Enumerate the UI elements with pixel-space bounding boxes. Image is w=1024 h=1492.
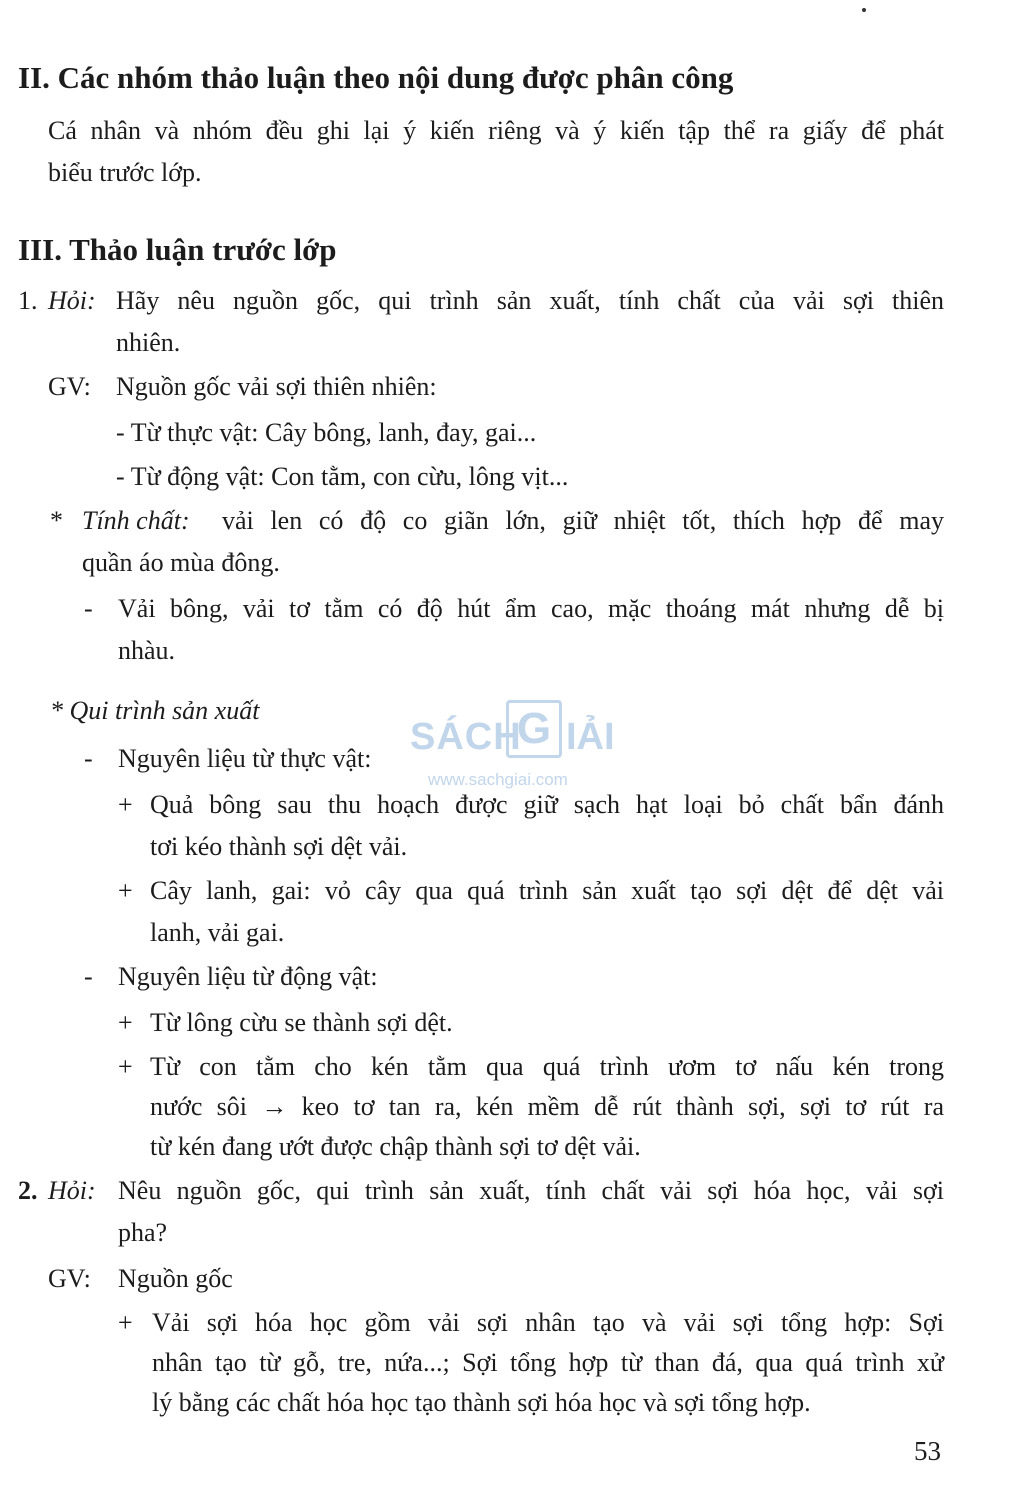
q1-cotton-line1: Vải bông, vải tơ tằm có độ hút ẩm cao, mặc thoáng mát nhưng dễ bị [118, 594, 944, 623]
q1-animal-item1: Từ lông cừu se thành sợi dệt. [150, 1008, 453, 1037]
q1-property-star: * [50, 506, 63, 535]
q1-line2: nhiên. [116, 328, 181, 357]
watermark-logo [410, 696, 616, 788]
q1-property-line1: vải len có độ co giãn lớn, giữ nhiệt tốt, thích hợp để may [222, 506, 944, 535]
q2-gv-text: Nguồn gốc [118, 1264, 233, 1293]
section-2-body-line2: biểu trước lớp. [48, 158, 202, 187]
q1-plant-item1-mark: + [118, 790, 133, 819]
q1-gv-text: Nguồn gốc vải sợi thiên nhiên: [116, 372, 437, 401]
section-2-body-line1: Cá nhân và nhóm đều ghi lại ý kiến riêng và ý kiến tập thể ra giấy để phát [48, 116, 944, 145]
scan-speck [862, 8, 866, 12]
watermark-g-box: G [506, 700, 562, 758]
q1-plant-item2-line2: lanh, vải gai. [150, 918, 285, 947]
q1-animal-item2-line3: từ kén đang ướt được chập thành sợi tơ dệt vải. [150, 1132, 641, 1161]
q1-plant-item2-line1: Cây lanh, gai: vỏ cây qua quá trình sản xuất tạo sợi dệt để dệt vải [150, 876, 944, 905]
q1-gv-label: GV: [48, 372, 91, 401]
section-3-title: III. Thảo luận trước lớp [18, 232, 337, 267]
page-number: 53 [914, 1436, 941, 1466]
q1-label: Hỏi: [48, 286, 96, 315]
q1-animal-item2-mark: + [118, 1052, 133, 1081]
q1-animal-item2-line1: Từ con tằm cho kén tằm qua quá trình ươm tơ nấu kén trong [150, 1052, 944, 1081]
q1-plant-item1-line1: Quả bông sau thu hoạch được giữ sạch hạt loại bỏ chất bẩn đánh [150, 790, 944, 819]
q2-item-line1: Vải sợi hóa học gồm vải sợi nhân tạo và vải sợi tổng hợp: Sợi [152, 1308, 944, 1337]
q1-origin-plant: - Từ thực vật: Cây bông, lanh, đay, gai... [116, 418, 537, 447]
q2-item-mark: + [118, 1308, 133, 1337]
q1-property-label: Tính chất: [82, 506, 190, 535]
q2-line2: pha? [118, 1218, 168, 1247]
q1-plant-item2-mark: + [118, 876, 133, 905]
q1-plant-item1-line2: tơi kéo thành sợi dệt vải. [150, 832, 408, 861]
q2-line1: Nêu nguồn gốc, qui trình sản xuất, tính chất vải sợi hóa học, vải sợi [118, 1176, 944, 1205]
q1-animal-item2-line2: nước sôi → keo tơ tan ra, kén mềm dễ rút thành sợi, sợi tơ rút ra [150, 1092, 944, 1121]
q1-cotton-dash: - [84, 594, 93, 623]
q1-animal-dash: - [84, 962, 93, 991]
q1-number: 1. [18, 286, 38, 315]
q2-item-line3: lý bằng các chất hóa học tạo thành sợi hóa học và sợi tổng hợp. [152, 1388, 811, 1417]
q1-plant-dash: - [84, 744, 93, 773]
q2-number: 2. [18, 1176, 38, 1205]
q1-animal-heading: Nguyên liệu từ động vật: [118, 962, 378, 991]
q1-origin-animal: - Từ động vật: Con tằm, con cừu, lông vịt... [116, 462, 569, 491]
q1-line1: Hãy nêu nguồn gốc, qui trình sản xuất, tính chất của vải sợi thiên [116, 286, 944, 315]
q1-animal-item1-mark: + [118, 1008, 133, 1037]
q1-property-line2: quần áo mùa đông. [82, 548, 280, 577]
q2-label: Hỏi: [48, 1176, 96, 1205]
q1-cotton-line2: nhàu. [118, 636, 176, 665]
q1-plant-heading: Nguyên liệu từ thực vật: [118, 744, 372, 773]
watermark-url: www.sachgiai.com [428, 770, 568, 789]
q1-process-label: * Qui trình sản xuất [50, 696, 260, 725]
watermark-text-iai: IẢI [566, 716, 615, 758]
q2-item-line2: nhân tạo từ gỗ, tre, nứa...; Sợi tổng hợp từ than đá, qua quá trình xử [152, 1348, 944, 1377]
watermark-text-sach: SÁCH [410, 716, 522, 758]
section-2-title: II. Các nhóm thảo luận theo nội dung được phân công [18, 60, 734, 95]
q2-gv-label: GV: [48, 1264, 91, 1293]
